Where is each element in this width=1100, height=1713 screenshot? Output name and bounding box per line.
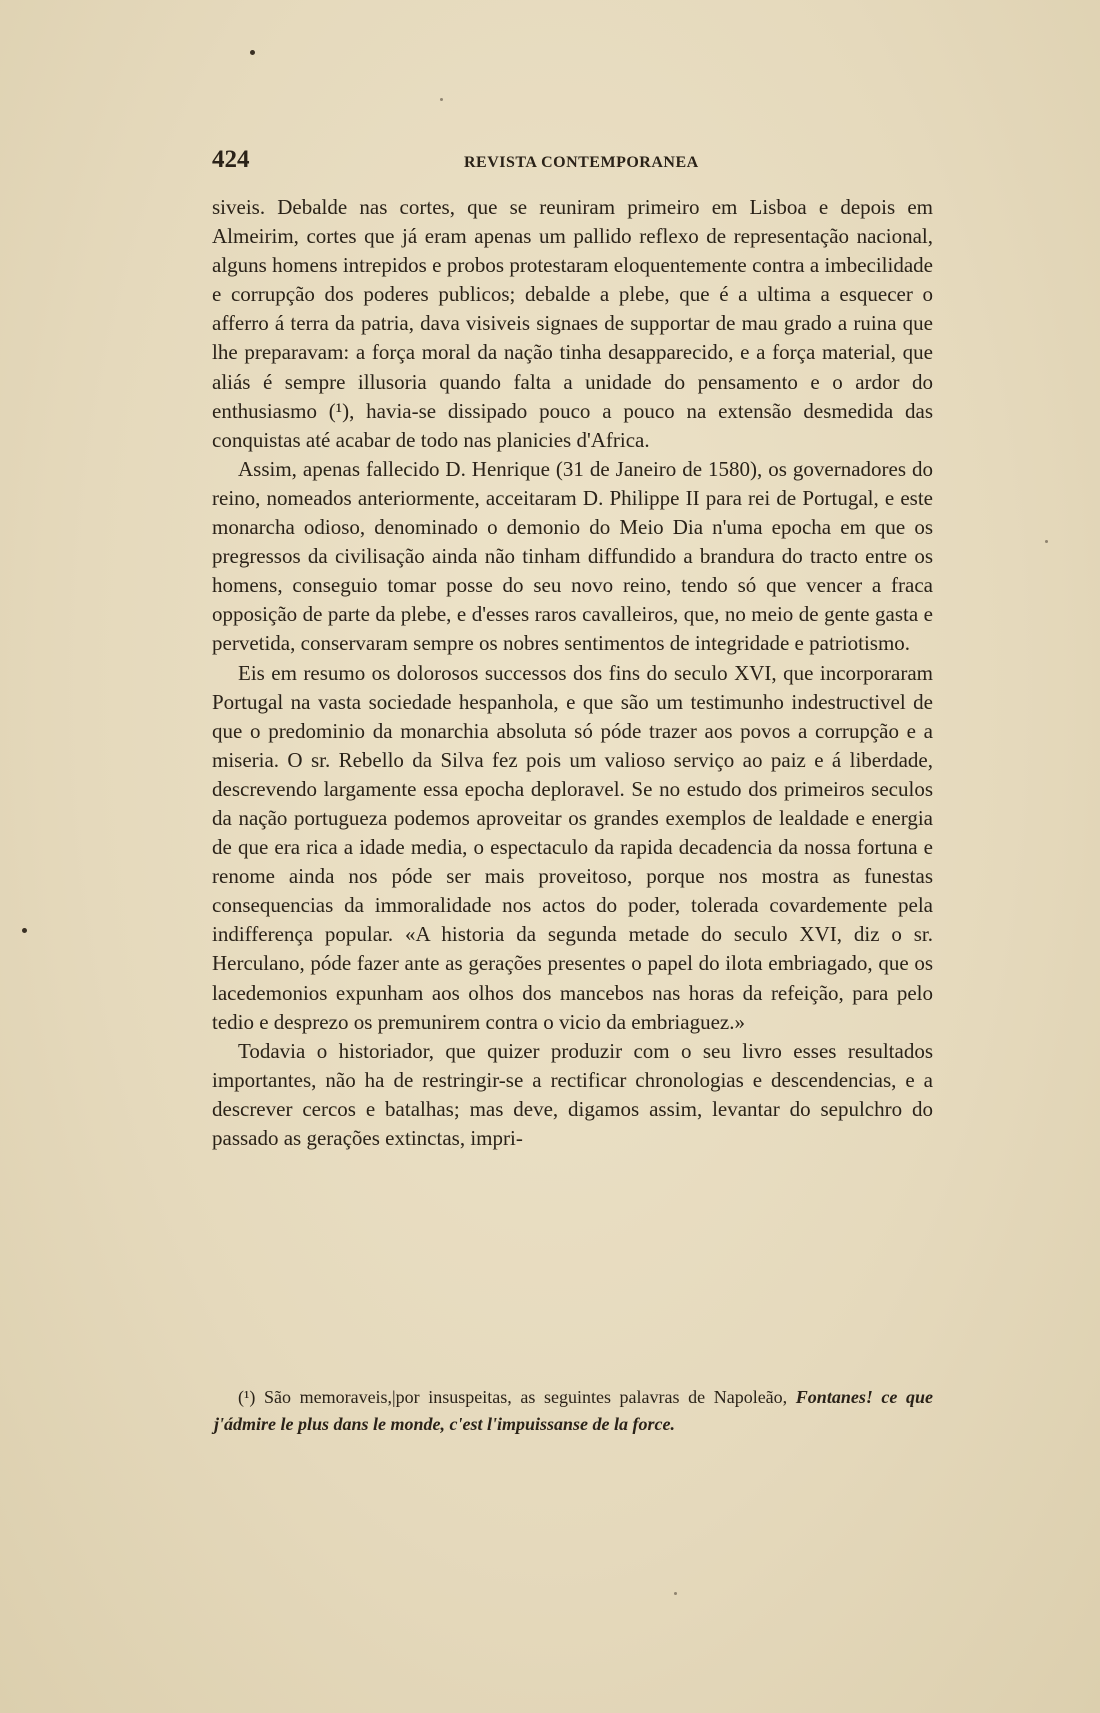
paragraph-1: siveis. Debalde nas cortes, que se reuniram primeiro em Lisboa e depois em Almeirim, cortes que já eram apenas um pallido reflexo de representação nacional, alguns homens intrepidos e probos protestaram eloquentemente contra a imbecilidade e corrupção dos poderes publicos; debalde a plebe, que é a ultima a esquecer o afferro á terra da patria, dava visiveis signaes de supportar de mau grado a ruina que lhe preparavam: a força moral da nação tinha desapparecido, e a força material, que aliás é sempre illusoria quando falta a unidade do pensamento e o ardor do enthusiasmo (¹), havia-se dissipado pouco a pouco na extensão desmedida das conquistas até acabar de todo nas planicies d'Africa.: [212, 195, 933, 452]
page-number: 424: [212, 146, 250, 173]
paragraph-3: Eis em resumo os dolorosos successos dos fins do seculo XVI, que incorporaram Portugal na vasta sociedade hespanhola, e que são um testimunho indestructivel de que o predominio da monarchia absoluta só póde trazer aos povos a corrupção e a miseria. O sr. Rebello da Silva fez pois um valioso serviço ao paiz e á liberdade, descrevendo largamente essa epocha deploravel. Se no estudo dos primeiros seculos da nação portugueza podemos aproveitar os grandes exemplos de lealdade e energia de que era rica a idade media, o espectaculo da rapida decadencia da nossa fortuna e renome ainda nos póde ser mais proveitoso, porque nos mostra as funestas consequencias da immoralidade nos actos do poder, tolerada covardemente pela indifferença popular. «A historia da segunda metade do seculo XVI, diz o sr. Herculano, póde fazer ante as gerações presentes o papel do ilota embriagado, que os lacedemonios expunham aos olhos dos mancebos nas horas da refeição, para pelo tedio e desprezo os premunirem contra o vicio da embriaguez.»: [212, 660, 933, 1034]
body-text: [212, 193, 933, 1153]
footnote-text: (¹) São memoraveis,|por insuspeitas, as seguintes palavras de Napoleão,: [238, 1387, 788, 1407]
paragraph-4: Todavia o historiador, que quizer produzir com o seu livro esses resultados importantes, não ha de restringir-se a rectificar chronologias e descendencias, e a descrever cercos e batalhas; mas deve, digamos assim, levantar do sepulchro do passado as gerações extinctas, impri-: [212, 1038, 933, 1150]
footnote-quote: Fontanes! ce que j'ádmire le plus dans le monde, c'est l'impuissanse de la force.: [214, 1387, 934, 1434]
paper-speck: [674, 1592, 677, 1595]
page-header: [212, 146, 942, 178]
paper-speck: [440, 98, 443, 101]
footnote: [214, 1384, 933, 1438]
paper-speck: [250, 50, 255, 55]
running-title: REVISTA CONTEMPORANEA: [464, 154, 699, 171]
paragraph-2: Assim, apenas fallecido D. Henrique (31 de Janeiro de 1580), os governadores do reino, nomeados anteriormente, acceitaram D. Philippe II para rei de Portugal, e este monarcha odioso, denominado o demonio do Meio Dia n'uma epocha em que os pregressos da civilisação ainda não tinham diffundido a brandura do tracto entre os homens, conseguio tomar posse do seu novo reino, tendo só que vencer a fraca opposição de parte da plebe, e d'esses raros cavalleiros, que, no meio de gente gasta e pervetida, conservaram sempre os nobres sentimentos de integridade e patriotismo.: [212, 456, 933, 656]
paper-speck: [1045, 540, 1048, 543]
paper-speck: [22, 928, 27, 933]
